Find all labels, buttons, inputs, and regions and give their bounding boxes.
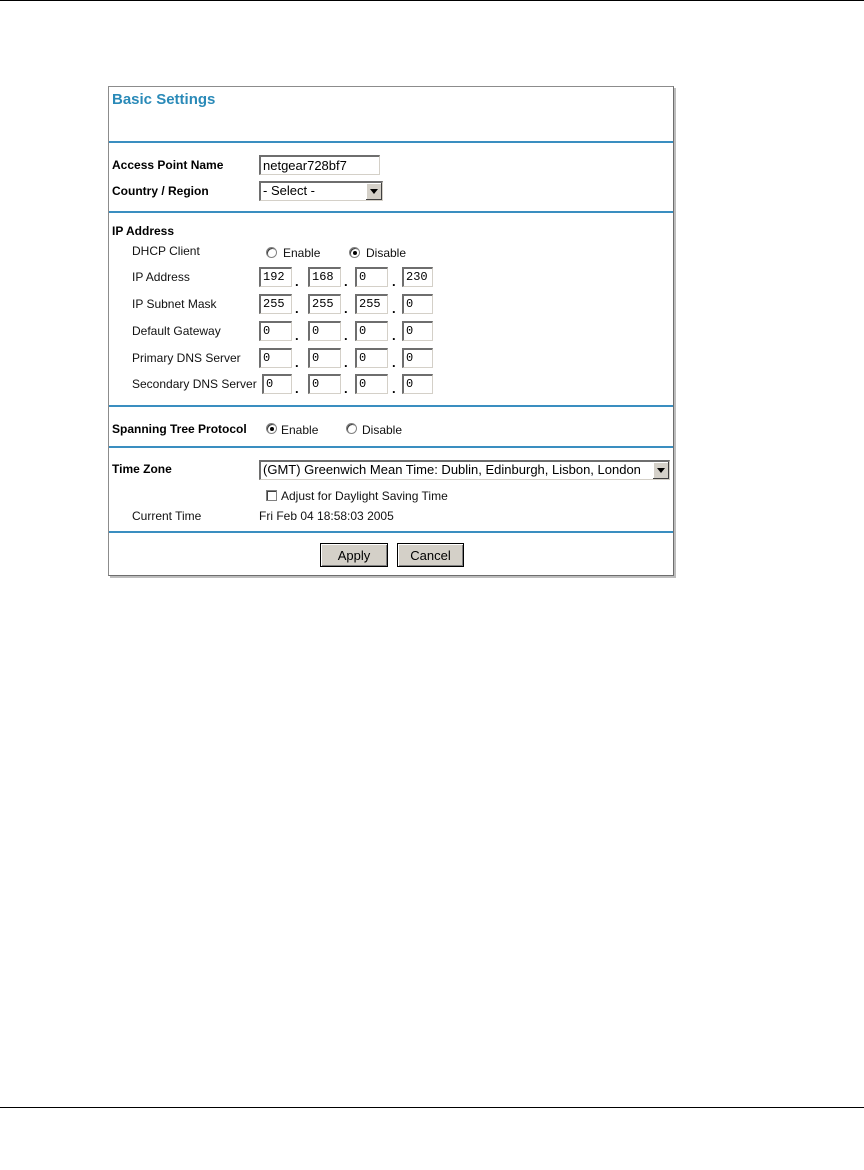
octet-dot: .: [344, 274, 348, 289]
ip-address-heading: IP Address: [112, 224, 175, 238]
dhcp-client-label: DHCP Client: [132, 244, 200, 258]
dhcp-disable-label: Disable: [366, 246, 407, 260]
octet-dot: .: [392, 355, 396, 370]
octet-dot: .: [295, 328, 299, 343]
dst-checkbox[interactable]: [266, 490, 277, 501]
primary-dns-octet-1[interactable]: 0: [259, 348, 292, 368]
country-region-value: - Select -: [263, 183, 316, 198]
primary-dns-octet-2[interactable]: 0: [308, 348, 341, 368]
octet-dot: .: [392, 301, 396, 316]
secondary-dns-octet-2[interactable]: 0: [308, 374, 341, 394]
default-gateway-octet-1[interactable]: 0: [259, 321, 292, 341]
octet-dot: .: [295, 274, 299, 289]
stp-enable-label: Enable: [281, 423, 319, 437]
dhcp-disable-radio[interactable]: [349, 247, 360, 258]
subnet-mask-octet-3[interactable]: 255: [355, 294, 388, 314]
access-point-name-label: Access Point Name: [112, 158, 224, 172]
separator: [109, 211, 673, 213]
subnet-mask-octet-1[interactable]: 255: [259, 294, 292, 314]
dst-label: Adjust for Daylight Saving Time: [281, 489, 448, 503]
octet-dot: .: [392, 328, 396, 343]
time-zone-select[interactable]: [259, 460, 670, 480]
ip-address-label: IP Address: [132, 270, 190, 284]
apply-button[interactable]: Apply: [320, 543, 388, 567]
access-point-name-input[interactable]: netgear728bf7: [259, 155, 380, 175]
subnet-mask-octet-2[interactable]: 255: [308, 294, 341, 314]
octet-dot: .: [392, 274, 396, 289]
dhcp-enable-radio[interactable]: [266, 247, 277, 258]
octet-dot: .: [344, 328, 348, 343]
default-gateway-octet-3[interactable]: 0: [355, 321, 388, 341]
ip-address-octet-4[interactable]: 230: [402, 267, 433, 287]
ip-address-octet-3[interactable]: 0: [355, 267, 388, 287]
time-zone-label: Time Zone: [112, 462, 172, 476]
dhcp-enable-label: Enable: [283, 246, 321, 260]
country-region-select[interactable]: [259, 181, 383, 201]
secondary-dns-octet-1[interactable]: 0: [262, 374, 292, 394]
current-time-label: Current Time: [132, 509, 202, 523]
octet-dot: .: [344, 301, 348, 316]
separator: [109, 405, 673, 407]
ip-address-octet-2[interactable]: 168: [308, 267, 341, 287]
subnet-mask-octet-4[interactable]: 0: [402, 294, 433, 314]
default-gateway-octet-2[interactable]: 0: [308, 321, 341, 341]
page-bottom-rule: [0, 1107, 864, 1108]
basic-settings-panel: [108, 86, 674, 576]
stp-label: Spanning Tree Protocol: [112, 422, 247, 436]
time-zone-value: (GMT) Greenwich Mean Time: Dublin, Edinburgh, Lisbon, London: [263, 462, 641, 477]
chevron-down-icon[interactable]: [365, 183, 382, 200]
octet-dot: .: [344, 381, 348, 396]
default-gateway-label: Default Gateway: [132, 324, 221, 338]
secondary-dns-octet-3[interactable]: 0: [355, 374, 388, 394]
primary-dns-octet-3[interactable]: 0: [355, 348, 388, 368]
subnet-mask-label: IP Subnet Mask: [132, 297, 217, 311]
stp-disable-radio[interactable]: [346, 423, 357, 434]
page-title: Basic Settings: [112, 91, 216, 108]
octet-dot: .: [295, 355, 299, 370]
octet-dot: .: [295, 301, 299, 316]
separator: [109, 531, 673, 533]
separator: [109, 141, 673, 143]
stp-disable-label: Disable: [362, 423, 403, 437]
chevron-down-icon[interactable]: [652, 462, 669, 479]
secondary-dns-octet-4[interactable]: 0: [402, 374, 433, 394]
page-top-rule: [0, 0, 864, 1]
country-region-label: Country / Region: [112, 184, 209, 198]
octet-dot: .: [295, 381, 299, 396]
octet-dot: .: [392, 381, 396, 396]
ip-address-octet-1[interactable]: 192: [259, 267, 292, 287]
primary-dns-octet-4[interactable]: 0: [402, 348, 433, 368]
cancel-button[interactable]: Cancel: [397, 543, 464, 567]
stp-enable-radio[interactable]: [266, 423, 277, 434]
secondary-dns-label: Secondary DNS Server: [132, 377, 257, 391]
separator: [109, 446, 673, 448]
octet-dot: .: [344, 355, 348, 370]
default-gateway-octet-4[interactable]: 0: [402, 321, 433, 341]
primary-dns-label: Primary DNS Server: [132, 351, 241, 365]
current-time-value: Fri Feb 04 18:58:03 2005: [259, 509, 394, 523]
